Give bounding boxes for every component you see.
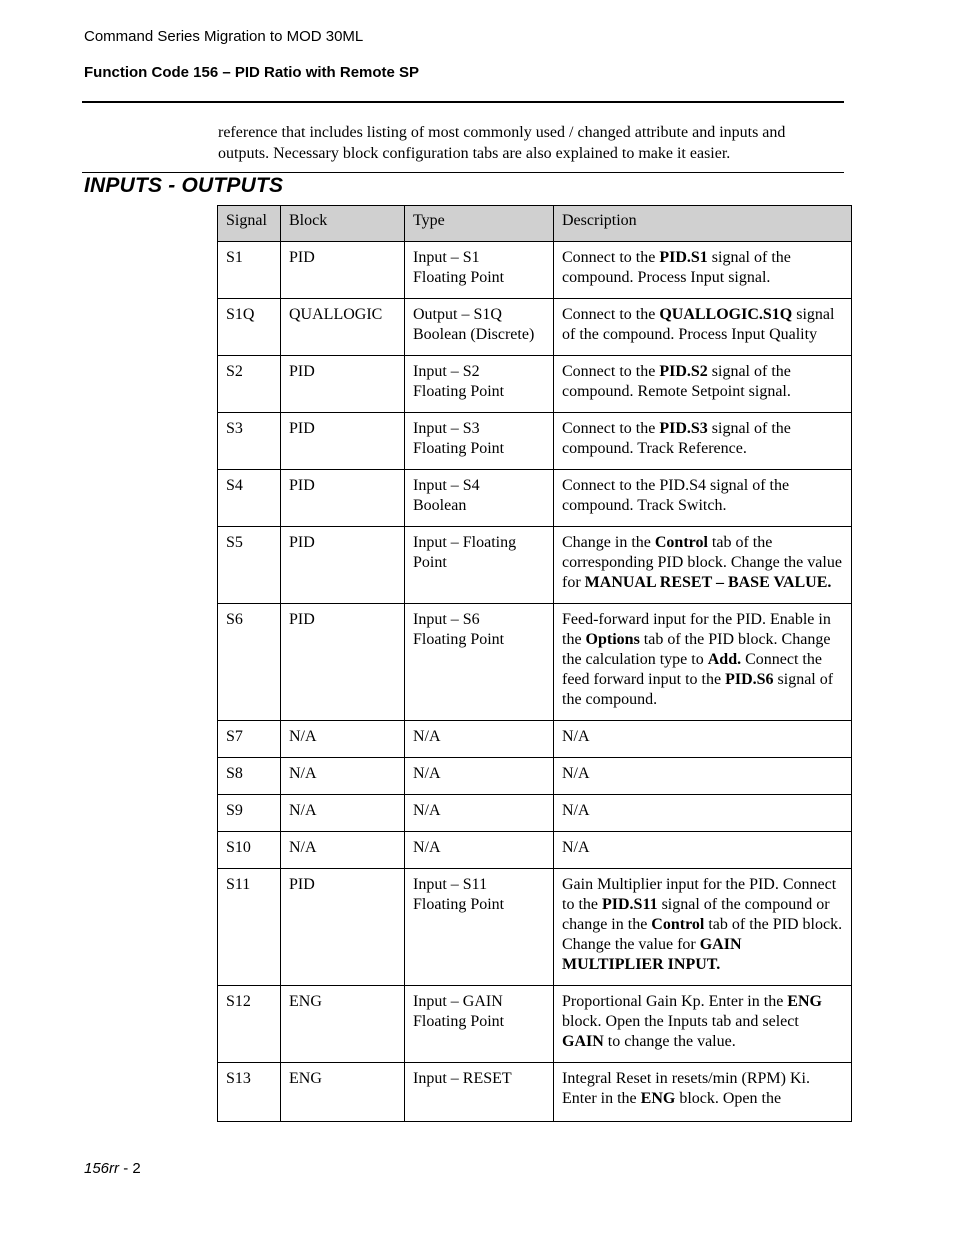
block-cell: ENG (281, 1063, 405, 1122)
type-line: N/A (413, 839, 441, 856)
type-line: Floating Point (413, 1013, 505, 1030)
type-cell (405, 1063, 554, 1122)
signal-cell: S6 (218, 604, 281, 721)
section-title: INPUTS - OUTPUTS (84, 174, 284, 197)
table-row (218, 413, 852, 470)
description-text: Proportional Gain Kp. Enter in the (562, 993, 788, 1010)
description-bold-text: PID.S2 (659, 363, 708, 380)
signal-cell: S2 (218, 356, 281, 413)
block-cell: PID (281, 356, 405, 413)
type-line: Output – S1Q (413, 306, 502, 323)
description-bold-text: PID.S6 (725, 671, 774, 688)
description-text: Connect to the (562, 249, 660, 266)
description-text: signal of the compound or change in the (562, 896, 830, 933)
signal-cell: S1Q (218, 299, 281, 356)
description-cell (554, 1063, 852, 1122)
signal-cell: S1 (218, 242, 281, 299)
description-bold-text: PID.S3 (659, 420, 708, 437)
type-cell (405, 527, 554, 604)
signal-cell: S13 (218, 1063, 281, 1122)
description-text: signal of the compound. (562, 671, 834, 708)
description-text: N/A (562, 839, 590, 856)
type-line: Floating Point (413, 440, 505, 457)
description-text: block. Open the (675, 1090, 782, 1107)
page-footer (84, 1160, 141, 1177)
description-text: signal of the compound. Remote Setpoint signal. (562, 363, 791, 400)
table-row (218, 242, 852, 299)
description-cell (554, 758, 852, 795)
type-line: Input – S11 (413, 876, 488, 893)
type-line: Input – S1 (413, 249, 480, 266)
description-text: to change the value. (603, 1033, 736, 1050)
type-line: Input – Floating Point (413, 534, 517, 571)
signal-cell: S8 (218, 758, 281, 795)
column-header-block: Block (281, 206, 405, 242)
description-cell (554, 832, 852, 869)
intro-paragraph: reference that includes listing of most commonly used / changed attribute and inputs and outputs. Necessary block configuration tabs are also explained to make it easier. (218, 124, 786, 162)
table-row (218, 721, 852, 758)
type-cell (405, 299, 554, 356)
type-line: Input – GAIN (413, 993, 503, 1010)
table-row (218, 986, 852, 1063)
header-divider (82, 101, 844, 103)
description-cell (554, 721, 852, 758)
table-row (218, 356, 852, 413)
description-cell (554, 356, 852, 413)
block-cell: PID (281, 413, 405, 470)
description-text: signal of the compound. Track Reference. (562, 420, 791, 457)
block-cell: PID (281, 470, 405, 527)
description-bold-text: Control (651, 916, 705, 933)
description-text: N/A (562, 728, 590, 745)
description-text: Connect to the (562, 363, 660, 380)
table-row (218, 1063, 852, 1122)
description-text: Integral Reset in resets/min (RPM) Ki. Enter in the (562, 1070, 810, 1107)
block-cell: PID (281, 527, 405, 604)
type-cell (405, 356, 554, 413)
signal-cell: S7 (218, 721, 281, 758)
description-text: Connect to the (562, 306, 660, 323)
block-cell: PID (281, 604, 405, 721)
description-text: signal of the compound. Process Input signal. (562, 249, 791, 286)
signal-cell: S11 (218, 869, 281, 986)
table-row (218, 470, 852, 527)
type-line: Boolean (Discrete) (413, 326, 535, 343)
block-cell: ENG (281, 986, 405, 1063)
description-bold-text: PID.S11 (602, 896, 658, 913)
type-cell (405, 795, 554, 832)
signal-cell: S5 (218, 527, 281, 604)
table-header-row (218, 206, 852, 242)
page-code: 156rr (84, 1160, 120, 1177)
description-cell (554, 604, 852, 721)
type-line: Boolean (413, 497, 467, 514)
signal-cell: S9 (218, 795, 281, 832)
description-text: signal of the compound. Process Input Quality (562, 306, 835, 343)
block-cell: PID (281, 242, 405, 299)
type-line: Input – S6 (413, 611, 480, 628)
block-cell: N/A (281, 721, 405, 758)
type-cell (405, 986, 554, 1063)
type-cell (405, 832, 554, 869)
table-row (218, 832, 852, 869)
signal-cell: S10 (218, 832, 281, 869)
signals-table (217, 205, 852, 1122)
document-header-title: Command Series Migration to MOD 30ML (84, 28, 364, 45)
signal-cell: S3 (218, 413, 281, 470)
description-text: tab of the PID block. Change the value for (562, 916, 843, 953)
type-cell (405, 242, 554, 299)
description-bold-text: ENG (640, 1090, 676, 1107)
column-header-description: Description (554, 206, 852, 242)
type-line: N/A (413, 728, 441, 745)
type-line: Input – S4 (413, 477, 480, 494)
description-cell (554, 527, 852, 604)
block-cell: N/A (281, 758, 405, 795)
description-bold-text: GAIN MULTIPLIER INPUT. (562, 936, 742, 973)
type-cell (405, 413, 554, 470)
description-bold-text: Options (585, 631, 640, 648)
type-line: Input – S3 (413, 420, 480, 437)
description-text: tab of the PID block. Change the calculation type to (562, 631, 831, 668)
description-text: block. Open the Inputs tab and select (562, 1013, 799, 1030)
document-header-subtitle: Function Code 156 – PID Ratio with Remote SP (84, 64, 420, 81)
block-cell: QUALLOGIC (281, 299, 405, 356)
description-text: Connect the feed forward input to the (562, 651, 822, 688)
description-text: N/A (562, 802, 590, 819)
description-bold-text: Control (654, 534, 708, 551)
block-cell: N/A (281, 832, 405, 869)
table-row (218, 758, 852, 795)
table-row (218, 604, 852, 721)
description-cell (554, 869, 852, 986)
type-line: Floating Point (413, 383, 505, 400)
table-row (218, 795, 852, 832)
description-bold-text: MANUAL RESET – BASE VALUE. (584, 574, 832, 591)
description-cell (554, 470, 852, 527)
description-bold-text: GAIN (562, 1033, 604, 1050)
description-cell (554, 795, 852, 832)
description-text: Feed-forward input for the PID. Enable in the (562, 611, 831, 648)
description-text: tab of the corresponding PID block. Change the value for (562, 534, 842, 591)
type-cell (405, 869, 554, 986)
type-cell (405, 721, 554, 758)
page-number: 2 (132, 1160, 141, 1177)
block-cell: N/A (281, 795, 405, 832)
description-text: Change in the (562, 534, 655, 551)
signal-cell: S4 (218, 470, 281, 527)
description-cell (554, 299, 852, 356)
column-header-signal: Signal (218, 206, 281, 242)
description-text: Connect to the PID.S4 signal of the compound. Track Switch. (562, 477, 790, 514)
type-line: N/A (413, 765, 441, 782)
type-line: Floating Point (413, 896, 505, 913)
table-row (218, 869, 852, 986)
type-cell (405, 604, 554, 721)
table-row (218, 527, 852, 604)
description-bold-text: Add. (707, 651, 742, 668)
block-cell: PID (281, 869, 405, 986)
description-text: N/A (562, 765, 590, 782)
page-separator: - (119, 1160, 133, 1177)
type-cell (405, 470, 554, 527)
description-bold-text: PID.S1 (659, 249, 708, 266)
signal-cell: S12 (218, 986, 281, 1063)
type-line: N/A (413, 802, 441, 819)
description-bold-text: QUALLOGIC.S1Q (659, 306, 793, 323)
description-text: Gain Multiplier input for the PID. Connect to the (562, 876, 837, 913)
table-row (218, 299, 852, 356)
column-header-type: Type (405, 206, 554, 242)
type-cell (405, 758, 554, 795)
description-bold-text: ENG (787, 993, 822, 1010)
signals-table-body (218, 242, 852, 1122)
section-divider (82, 172, 844, 173)
description-cell (554, 413, 852, 470)
type-line: Floating Point (413, 269, 505, 286)
description-cell (554, 986, 852, 1063)
description-cell (554, 242, 852, 299)
type-line: Input – S2 (413, 363, 480, 380)
type-line: Floating Point (413, 631, 505, 648)
description-text: Connect to the (562, 420, 660, 437)
type-line: Input – RESET (413, 1070, 512, 1087)
